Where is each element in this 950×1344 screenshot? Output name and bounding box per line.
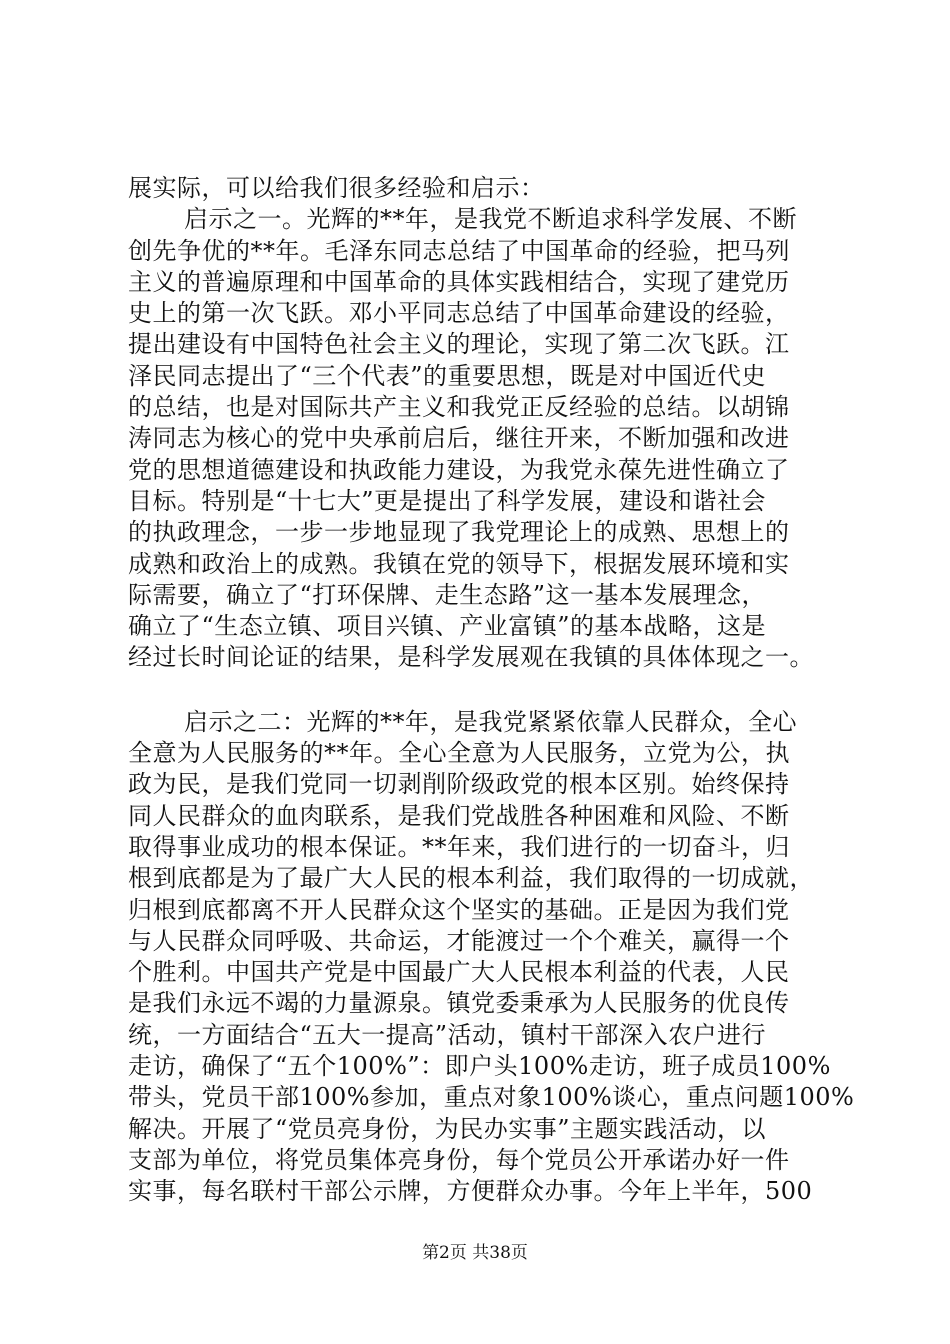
- text-line: 主义的普遍原理和中国革命的具体实践相结合，实现了建党历: [128, 267, 790, 296]
- text-line: 带头，党员干部100%参加，重点对象100%谈心，重点问题100%: [128, 1083, 855, 1112]
- text-line: 个胜利。中国共产党是中国最广大人民根本利益的代表，人民: [128, 958, 790, 987]
- text-line: 确立了“生态立镇、项目兴镇、产业富镇”的基本战略，这是: [128, 612, 767, 641]
- text-line: 归根到底都离不开人民群众这个坚实的基础。正是因为我们党: [128, 895, 790, 924]
- text-line: 涛同志为核心的党中央承前启后，继往开来，不断加强和改进: [128, 424, 790, 453]
- text-line: 创先争优的**年。毛泽东同志总结了中国革命的经验，把马列: [128, 236, 790, 265]
- text-line: 际需要，确立了“打环保牌、走生态路”这一基本发展理念，: [128, 580, 767, 609]
- text-line: 解决。开展了“党员亮身份，为民办实事”主题实践活动，以: [128, 1114, 767, 1143]
- text-line: 启示之二：光辉的**年，是我党紧紧依靠人民群众，全心: [184, 707, 797, 736]
- text-line: 支部为单位，将党员集体亮身份，每个党员公开承诺办好一件: [128, 1145, 790, 1174]
- text-line: 根到底都是为了最广大人民的根本利益，我们取得的一切成就，: [128, 864, 814, 893]
- text-line: 成熟和政治上的成熟。我镇在党的领导下，根据发展环境和实: [128, 549, 790, 578]
- text-line: 目标。特别是“十七大”更是提出了科学发展，建设和谐社会: [128, 486, 767, 515]
- text-line: 同人民群众的血肉联系，是我们党战胜各种困难和风险、不断: [128, 801, 790, 830]
- text-line: 的执政理念，一步一步地显现了我党理论上的成熟、思想上的: [128, 518, 790, 547]
- text-line: 泽民同志提出了“三个代表”的重要思想，既是对中国近代史: [128, 361, 767, 390]
- text-line: 党的思想道德建设和执政能力建设，为我党永葆先进性确立了: [128, 455, 790, 484]
- text-line: 走访，确保了“五个100%”：即户头100%走访，班子成员100%: [128, 1052, 831, 1081]
- text-line: 经过长时间论证的结果，是科学发展观在我镇的具体体现之一。: [128, 643, 814, 672]
- paragraph: [128, 204, 828, 673]
- text-line: 启示之一。光辉的**年，是我党不断追求科学发展、不断: [184, 205, 797, 234]
- text-line: 提出建设有中国特色社会主义的理论，实现了第二次飞跃。江: [128, 330, 790, 359]
- paragraph: [128, 707, 855, 1208]
- text-line: 的总结，也是对国际共产主义和我党正反经验的总结。以胡锦: [128, 393, 790, 422]
- text-line: 实事，每名联村干部公示牌，方便群众办事。今年上半年，500: [128, 1177, 813, 1206]
- text-line: 全意为人民服务的**年。全心全意为人民服务，立党为公，执: [128, 739, 790, 768]
- text-line: 是我们永远不竭的力量源泉。镇党委秉承为人民服务的优良传: [128, 989, 790, 1018]
- text-line: 取得事业成功的根本保证。**年来，我们进行的一切奋斗，归: [128, 832, 790, 861]
- text-line: 统，一方面结合“五大一提高”活动，镇村干部深入农户进行: [128, 1020, 767, 1049]
- text-line: 展实际，可以给我们很多经验和启示：: [128, 174, 545, 202]
- page-footer: 第2页 共38页: [422, 1243, 528, 1263]
- paragraph: [128, 173, 828, 204]
- paragraph-gap: [128, 674, 828, 707]
- text-line: 与人民群众同呼吸、共命运，才能渡过一个个难关，赢得一个: [128, 926, 790, 955]
- text-line: 政为民，是我们党同一切剥削阶级政党的根本区别。始终保持: [128, 770, 790, 799]
- text-line: 史上的第一次飞跃。邓小平同志总结了中国革命建设的经验，: [128, 299, 790, 328]
- document-body: [128, 173, 855, 1208]
